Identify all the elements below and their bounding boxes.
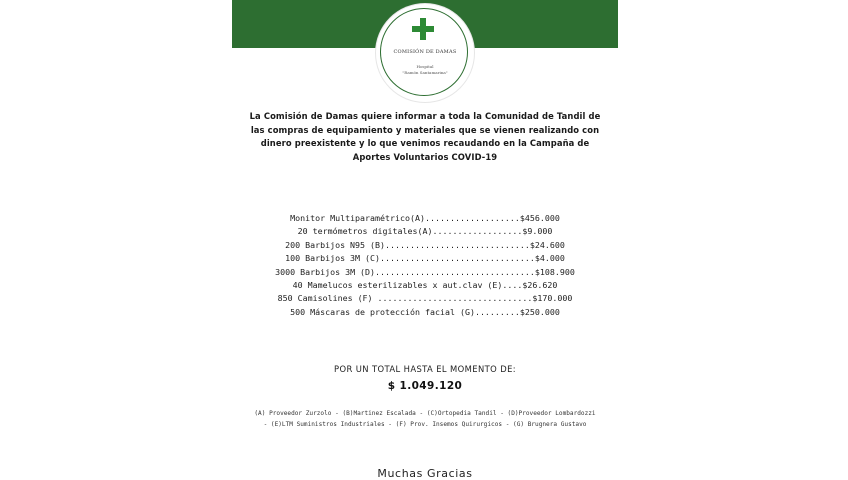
logo-subtitle [376,64,474,76]
purchase-item: 40 Mamelucos esterilizables x aut.clav (E)....$26.620 [292,280,558,291]
logo-title: COMISIÓN DE DAMAS [393,49,457,55]
purchase-item: 3000 Barbijos 3M (D)................................$108.900 [275,266,575,277]
total-value: $ 1.049.120 [387,380,463,392]
total-label: POR UN TOTAL HASTA EL MOMENTO DE: [334,364,516,374]
purchase-item: 20 termómetros digitales(A)..................$9.000 [297,226,553,237]
organization-logo [376,4,474,102]
purchase-item: 200 Barbijos N95 (B).............................$24.600 [285,239,565,250]
purchase-item: Monitor Multiparamétrico(A)...................$456.000 [290,213,560,223]
intro-paragraph: La Comisión de Damas quiere informar a toda la Comunidad de Tandil de las compras de equipamiento y materiales que se vienen realizando con dinero preexistente y lo que venimos recaudando en la Campaña de Aportes Voluntarios COVID-19 [249,111,601,162]
document-page [232,0,618,480]
medical-cross-icon [412,18,434,40]
logo-subtitle-line2: "Ramón Santamarina" [402,70,448,75]
purchase-item: 850 Camisolines (F) ...............................$170.000 [277,293,573,304]
purchase-list [246,212,604,319]
purchase-item: 500 Máscaras de protección facial (G).........$250.000 [290,306,560,317]
closing-thanks: Muchas Gracias [377,467,473,480]
suppliers-note: (A) Proveedor Zurzolo - (B)Martinez Escalada - (C)Ortopedia Tandil - (D)Proveedor Lombardozzi - (E)LTM Suministros Industriales - (F) Prov. Insemos Quirurgicos - (G) Brugnera Gustavo [254,410,596,429]
logo-subtitle-line1: Hospital [416,64,434,69]
purchase-item: 100 Barbijos 3M (C)...............................$4.000 [285,253,565,264]
